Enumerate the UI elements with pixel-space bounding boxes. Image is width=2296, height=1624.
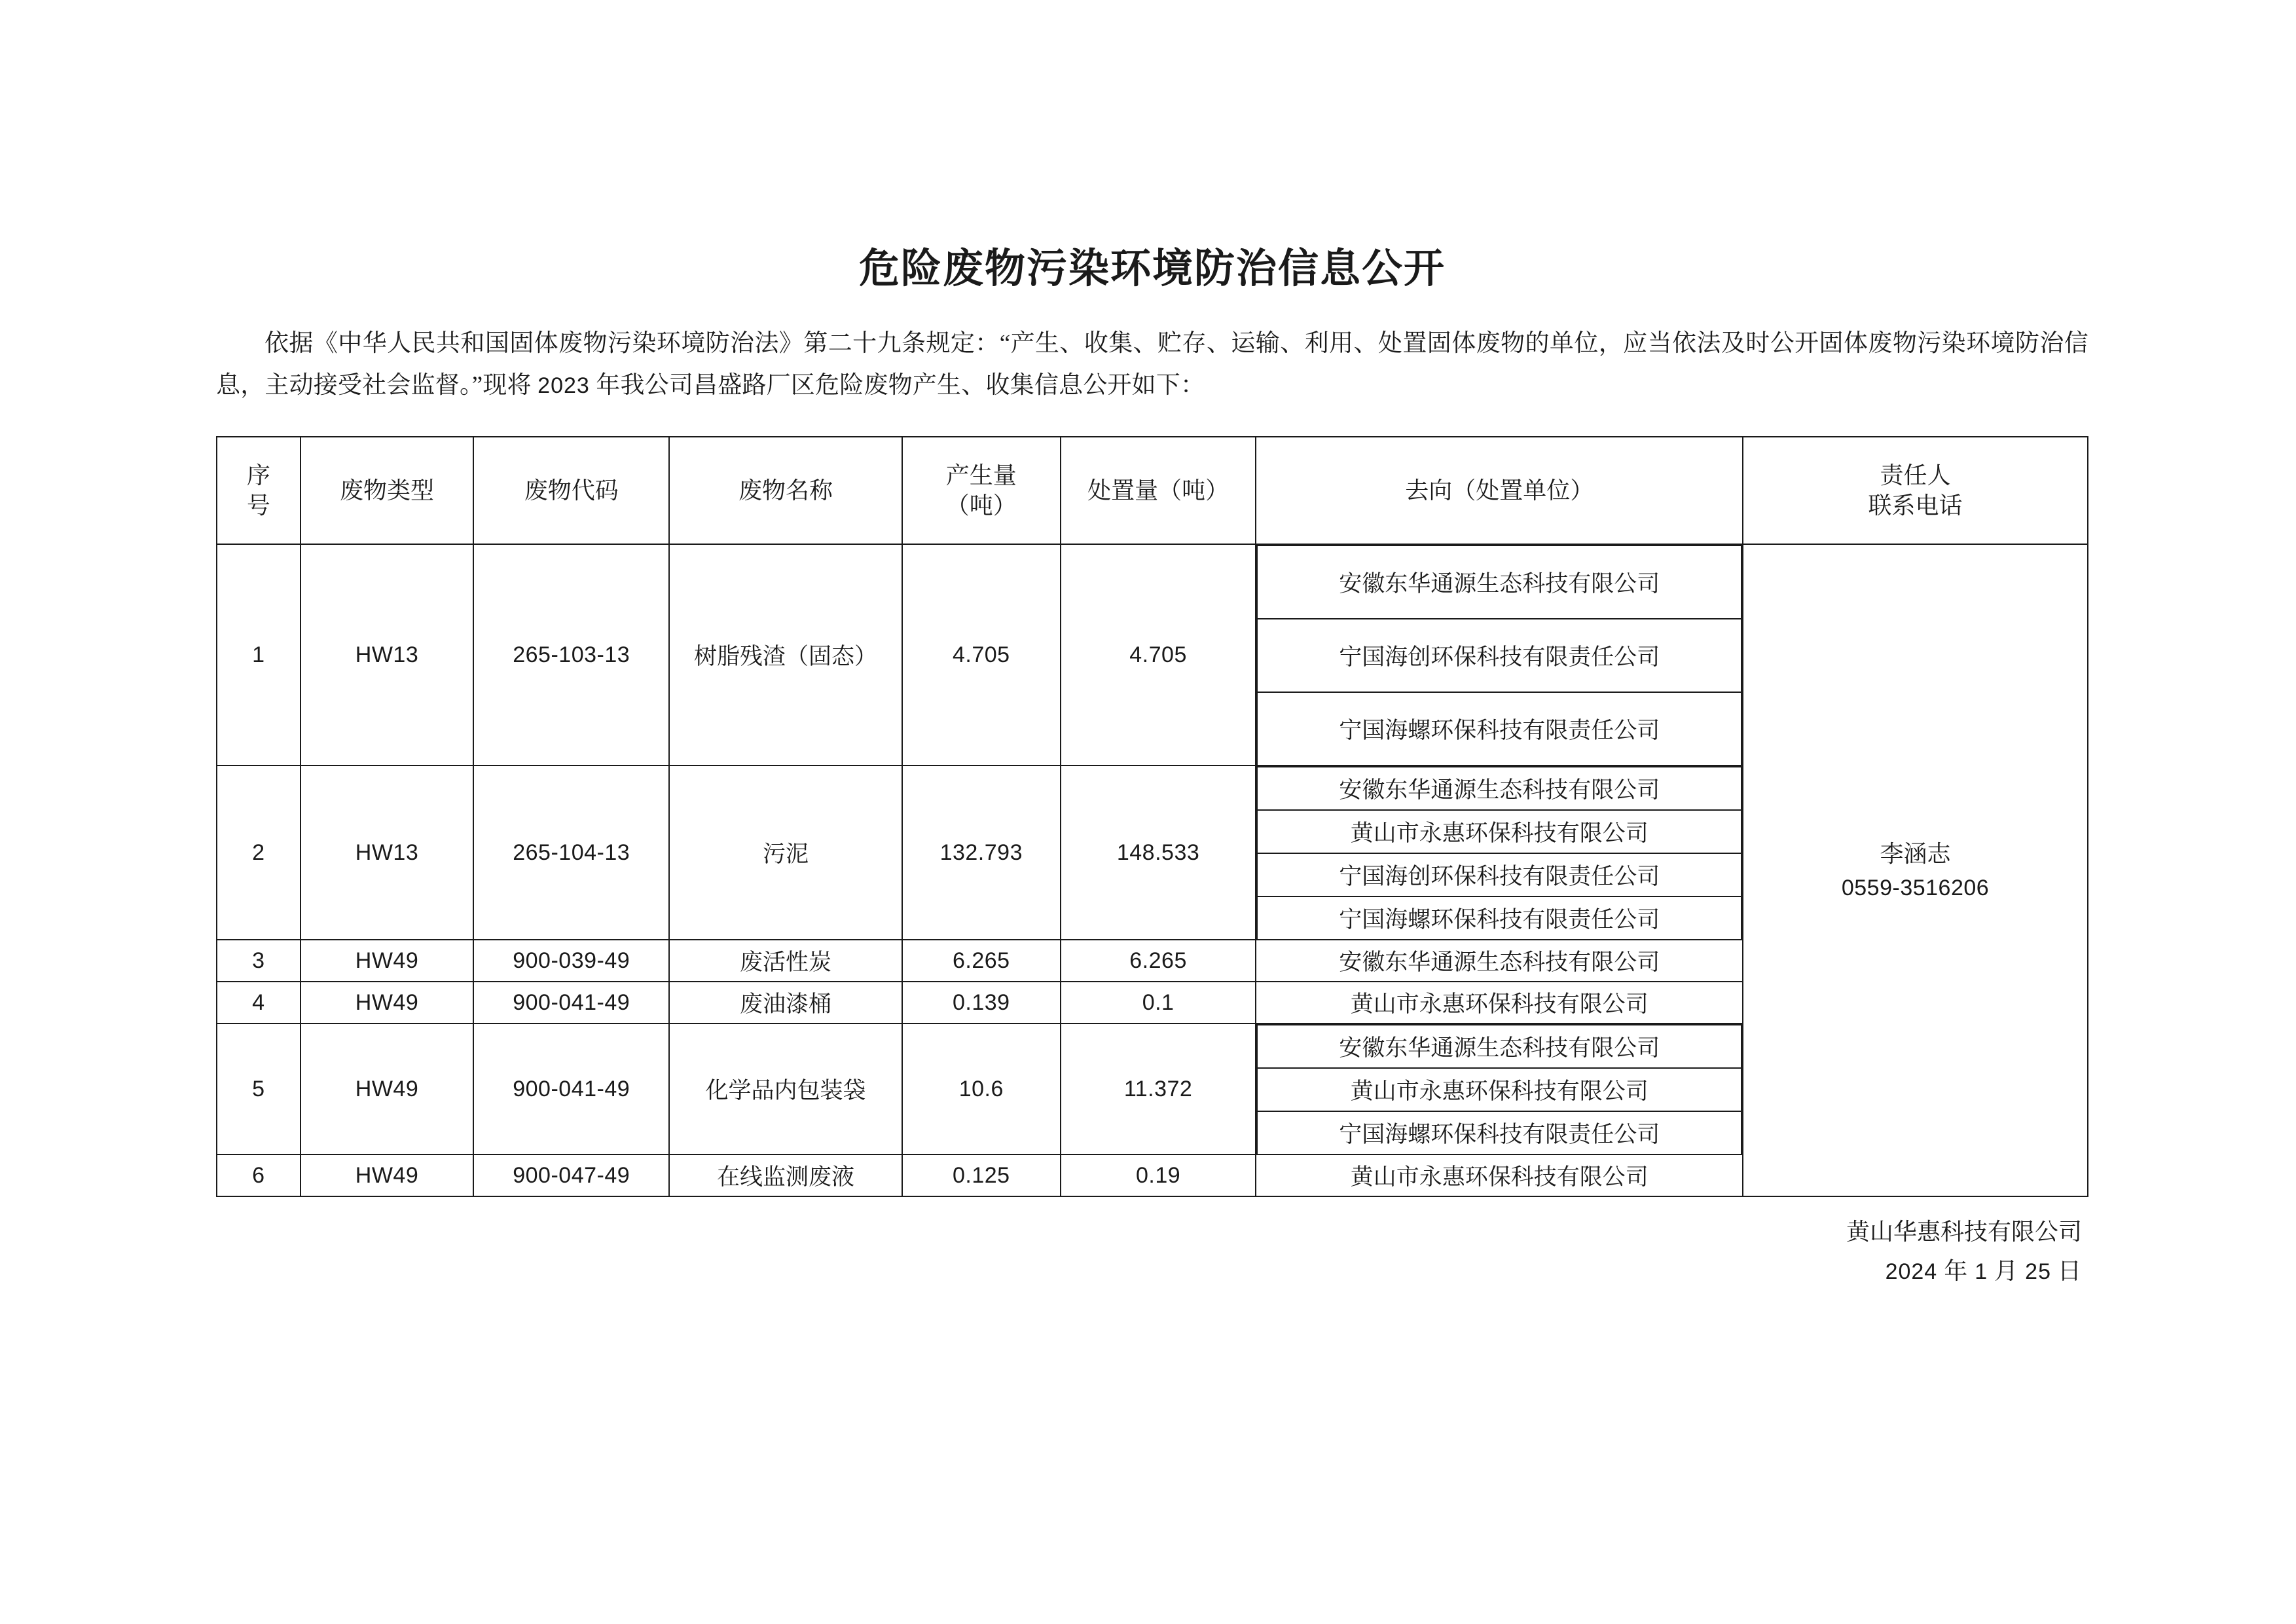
responsible-name: 李涵志: [1880, 840, 1951, 867]
cell-disp-amount: 0.1: [1061, 982, 1256, 1024]
column-header-waste-type: 废物类型: [301, 437, 474, 544]
cell-destination: 安徽东华通源生态科技有限公司: [1256, 940, 1743, 982]
cell-waste-code: 265-103-13: [473, 544, 669, 766]
cell-destination-group: [1256, 1024, 1743, 1154]
destination-text: 安徽东华通源生态科技有限公司: [1257, 545, 1741, 619]
cell-seq: 1: [217, 544, 301, 766]
destination-text: 安徽东华通源生态科技有限公司: [1257, 767, 1741, 810]
table-row: [217, 544, 2088, 766]
cell-destination-group: [1256, 544, 1743, 766]
destination-item: [1257, 545, 1741, 619]
destination-text: 宁国海螺环保科技有限责任公司: [1257, 1111, 1741, 1154]
destination-text: 宁国海螺环保科技有限责任公司: [1257, 896, 1741, 939]
destination-item: [1257, 853, 1741, 896]
column-header-seq-line2: 号: [246, 492, 270, 519]
destination-item: [1257, 692, 1741, 765]
cell-waste-code: 900-039-49: [473, 940, 669, 982]
cell-destination-group: [1256, 766, 1743, 940]
column-header-responsible: [1743, 437, 2088, 544]
column-header-gen-amount: [902, 437, 1061, 544]
cell-gen-amount: 10.6: [902, 1024, 1061, 1154]
cell-seq: 3: [217, 940, 301, 982]
document-footer: [216, 1213, 2088, 1291]
destination-list: [1256, 545, 1742, 765]
cell-waste-code: 900-041-49: [473, 982, 669, 1024]
cell-waste-code: 265-104-13: [473, 766, 669, 940]
destination-item: [1257, 767, 1741, 810]
responsible-phone: 0559-3516206: [1841, 875, 1990, 900]
cell-disp-amount: 148.533: [1061, 766, 1256, 940]
destination-item: [1257, 810, 1741, 853]
footer-date-year-label: 年: [1944, 1257, 1969, 1284]
cell-waste-type: HW13: [301, 766, 474, 940]
footer-date-month-label: 月: [1994, 1257, 2019, 1284]
cell-disp-amount: 11.372: [1061, 1024, 1256, 1154]
footer-date-day-label: 日: [2057, 1257, 2082, 1284]
cell-seq: 5: [217, 1024, 301, 1154]
intro-paragraph: [216, 323, 2088, 406]
cell-waste-name: 废油漆桶: [669, 982, 902, 1024]
intro-text-part2: 年我公司昌盛路厂区危险废物产生、收集信息公开如下：: [589, 371, 1205, 399]
cell-waste-type: HW49: [301, 940, 474, 982]
table-header-row: [217, 437, 2088, 544]
destination-list: [1256, 1024, 1742, 1154]
cell-waste-type: HW49: [301, 982, 474, 1024]
cell-disp-amount: 4.705: [1061, 544, 1256, 766]
cell-waste-code: 900-041-49: [473, 1024, 669, 1154]
destination-item: [1257, 619, 1741, 692]
document-body: [216, 236, 2088, 1291]
footer-date-year: 2024: [1885, 1259, 1938, 1284]
column-header-responsible-line2: 联系电话: [1868, 492, 1963, 519]
footer-date-month: 1: [1975, 1259, 1988, 1284]
cell-gen-amount: 0.125: [902, 1154, 1061, 1196]
column-header-waste-name: 废物名称: [669, 437, 902, 544]
cell-seq: 4: [217, 982, 301, 1024]
cell-waste-name: 树脂残渣（固态）: [669, 544, 902, 766]
destination-item: [1257, 1025, 1741, 1068]
destination-text: 黄山市永惠环保科技有限公司: [1257, 810, 1741, 853]
cell-gen-amount: 4.705: [902, 544, 1061, 766]
column-header-gen-amount-line1: 产生量: [945, 462, 1017, 489]
cell-waste-code: 900-047-49: [473, 1154, 669, 1196]
column-header-waste-code: 废物代码: [473, 437, 669, 544]
intro-year: 2023: [538, 373, 590, 398]
cell-waste-name: 化学品内包装袋: [669, 1024, 902, 1154]
column-header-seq-line1: 序: [246, 462, 270, 489]
waste-table: [216, 436, 2088, 1197]
footer-date-day: 25: [2025, 1259, 2051, 1284]
destination-text: 宁国海螺环保科技有限责任公司: [1257, 692, 1741, 765]
intro-text-part1: 依据《中华人民共和国固体废物污染环境防治法》第二十九条规定：“产生、收集、贮存、运输、利用、处置固体废物的单位，应当依法及时公开固体废物污染环境防治信息，主动接受社会监督。”现将: [216, 330, 2088, 399]
destination-list: [1256, 766, 1742, 939]
destination-text: 黄山市永惠环保科技有限公司: [1257, 1068, 1741, 1111]
cell-disp-amount: 6.265: [1061, 940, 1256, 982]
column-header-seq: [217, 437, 301, 544]
cell-waste-type: HW13: [301, 544, 474, 766]
destination-item: [1257, 896, 1741, 939]
column-header-responsible-line1: 责任人: [1880, 462, 1951, 489]
cell-waste-name: 污泥: [669, 766, 902, 940]
cell-seq: 2: [217, 766, 301, 940]
cell-responsible: [1743, 544, 2088, 1196]
column-header-gen-amount-line2: （吨）: [945, 492, 1017, 519]
cell-gen-amount: 6.265: [902, 940, 1061, 982]
column-header-destination: 去向（处置单位）: [1256, 437, 1743, 544]
cell-destination: 黄山市永惠环保科技有限公司: [1256, 982, 1743, 1024]
cell-waste-type: HW49: [301, 1154, 474, 1196]
destination-text: 安徽东华通源生态科技有限公司: [1257, 1025, 1741, 1068]
cell-waste-type: HW49: [301, 1024, 474, 1154]
cell-disp-amount: 0.19: [1061, 1154, 1256, 1196]
destination-item: [1257, 1068, 1741, 1111]
cell-gen-amount: 0.139: [902, 982, 1061, 1024]
column-header-disp-amount: 处置量（吨）: [1061, 437, 1256, 544]
footer-date: [216, 1252, 2082, 1291]
destination-item: [1257, 1111, 1741, 1154]
cell-waste-name: 在线监测废液: [669, 1154, 902, 1196]
cell-waste-name: 废活性炭: [669, 940, 902, 982]
destination-text: 宁国海创环保科技有限责任公司: [1257, 853, 1741, 896]
cell-gen-amount: 132.793: [902, 766, 1061, 940]
page-title: 危险废物污染环境防治信息公开: [858, 247, 1446, 291]
destination-text: 宁国海创环保科技有限责任公司: [1257, 619, 1741, 692]
cell-seq: 6: [217, 1154, 301, 1196]
footer-company: 黄山华惠科技有限公司: [1846, 1219, 2082, 1246]
cell-destination: 黄山市永惠环保科技有限公司: [1256, 1154, 1743, 1196]
